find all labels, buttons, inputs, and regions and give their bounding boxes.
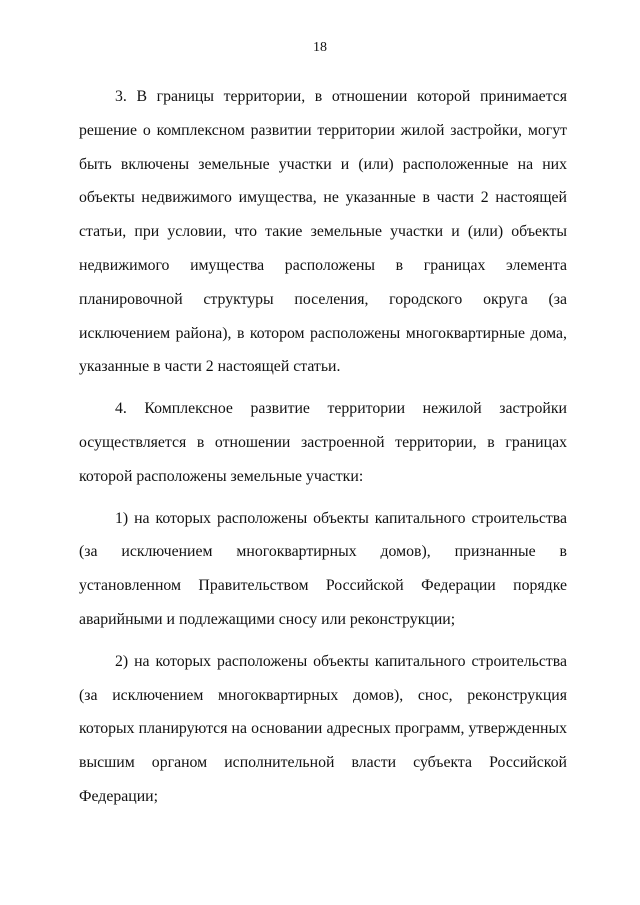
paragraph-item-3: 3. В границы территории, в отношении которой принимается решение о комплексном развитии территории жилой застройки, могут быть включены земельные участки и (или) расположенные на них объекты недвижимого имущества, не указанные в части 2 настоящей статьи, при условии, что такие земельные участки и (или) объекты недвижимого имущества расположены в границах элемента планировочной структуры поселения, городского округа (за исключением района), в котором расположены многоквартирные дома, указанные в части 2 настоящей статьи. (79, 88, 567, 376)
paragraph-item-4: 4. Комплексное развитие территории нежилой застройки осуществляется в отношении застроенной территории, в границах которой расположены земельные участки: (79, 400, 567, 485)
paragraph-subitem-2: 2) на которых расположены объекты капитального строительства (за исключением многоквартирных домов), снос, реконструкция которых планируются на основании адресных программ, утвержденных высшим органом исполнительной власти субъекта Российской Федерации; (79, 652, 567, 805)
paragraph-subitem-1: 1) на которых расположены объекты капитального строительства (за исключением многоквартирных домов), признанные в установленном Правительством Российской Федерации порядке аварийными и подлежащими сносу или реконструкции; (79, 509, 567, 628)
page-number: 18 (313, 40, 327, 55)
document-body (79, 80, 567, 814)
